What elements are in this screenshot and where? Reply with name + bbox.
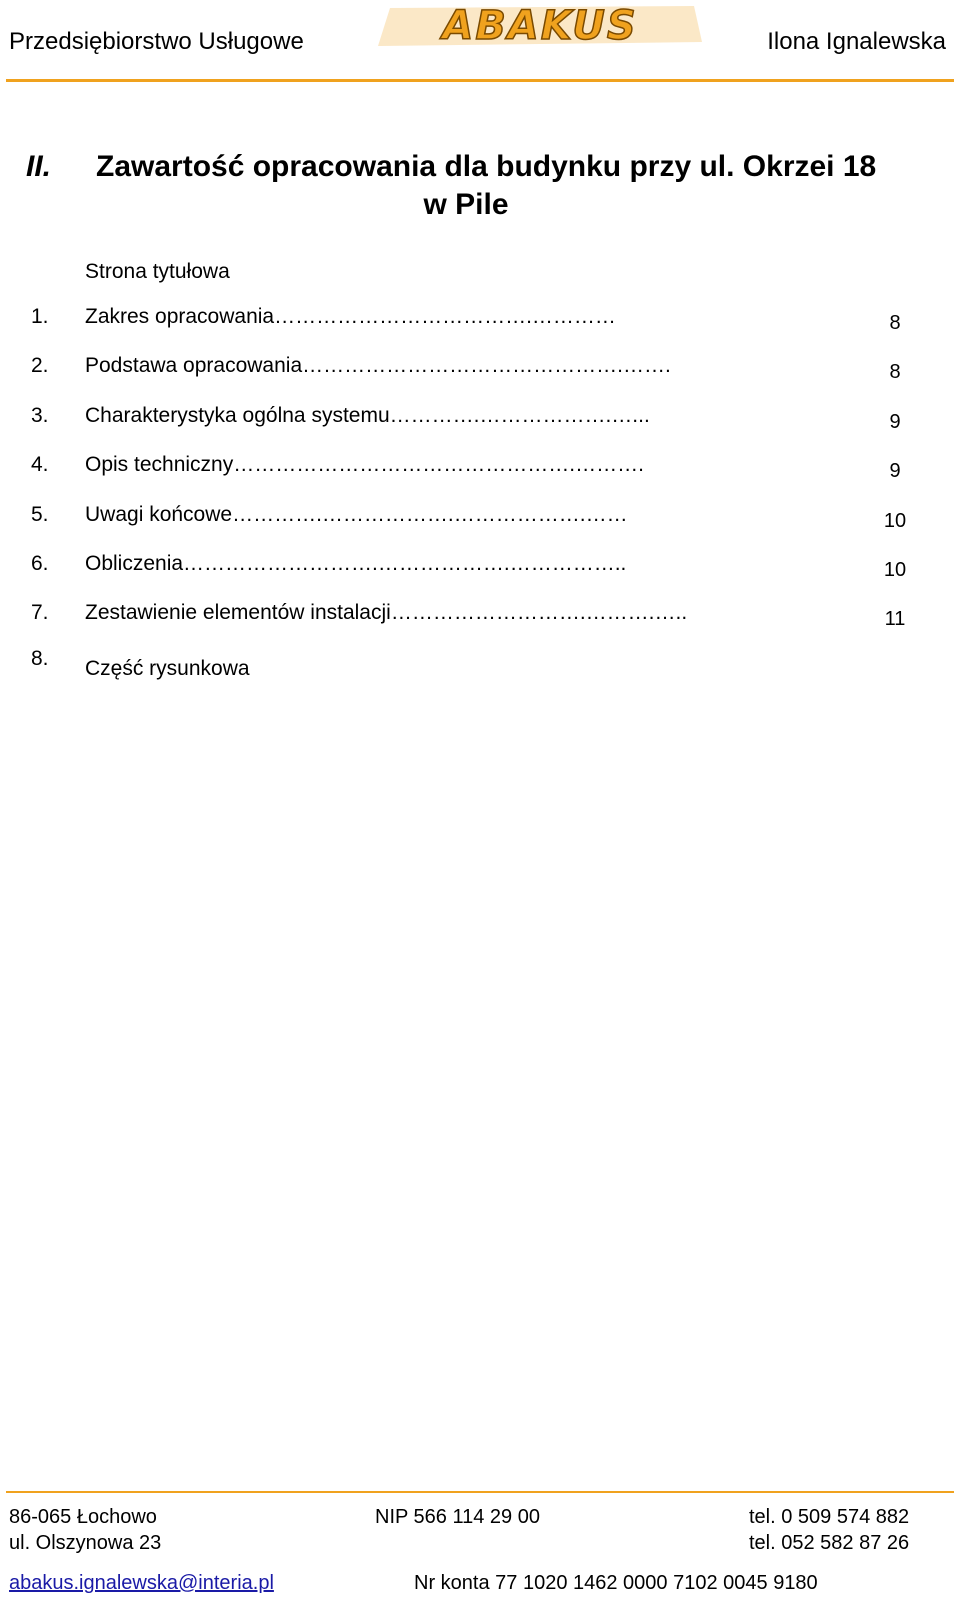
toc-item-page: 11 — [884, 608, 906, 630]
toc-item-page: 9 — [889, 411, 901, 433]
toc-item-number: 7. — [31, 601, 49, 624]
logo-text: ABAKUS — [442, 3, 638, 48]
abakus-logo — [372, 2, 708, 48]
page-header — [0, 0, 960, 84]
toc-item-label: Opis techniczny………………………………………….………. — [85, 453, 644, 476]
toc-item-page: 8 — [889, 312, 901, 334]
header-divider — [6, 79, 954, 82]
footer-address-line1: 86-065 Łochowo — [9, 1506, 157, 1528]
toc-item-label: Podstawa opracowania……………………………………….……. — [85, 354, 671, 377]
toc-item — [0, 503, 960, 533]
section-title-line1: Zawartość opracowania dla budynku przy ul. Okrzei 18 — [96, 150, 877, 183]
toc-item-number: 8. — [31, 647, 49, 670]
toc-item-number: 1. — [31, 305, 49, 328]
toc-item-label: Obliczenia……………………….……………….…………….. — [85, 552, 627, 575]
toc-item-label: Charakterystyka ogólna systemu………….……………….…... — [85, 404, 650, 427]
toc-item-number: 2. — [31, 354, 49, 377]
toc-item-page: 10 — [883, 559, 907, 581]
toc-item — [0, 453, 960, 483]
footer-divider — [6, 1491, 954, 1493]
toc-item-number: 3. — [31, 404, 49, 427]
toc-item — [0, 305, 960, 335]
toc-item — [0, 647, 960, 681]
toc-title-page: Strona tytułowa — [85, 260, 230, 283]
section-title-line2: w Pile — [423, 188, 509, 221]
toc-item-label: Zakres opracowania……………………………….………… — [85, 305, 616, 328]
toc-item-page: 10 — [883, 510, 907, 532]
toc-item — [0, 404, 960, 434]
toc-item-page: 8 — [889, 361, 901, 383]
company-type: Przedsiębiorstwo Usługowe — [9, 28, 304, 55]
footer-email-link[interactable]: abakus.ignalewska@interia.pl — [9, 1572, 274, 1594]
section-number: II. — [26, 150, 52, 183]
footer-bank-account: Nr konta 77 1020 1462 0000 7102 0045 9180 — [414, 1572, 818, 1594]
toc-item-label: Część rysunkowa — [85, 657, 250, 680]
toc-item — [0, 354, 960, 384]
footer-phone-mobile: tel. 0 509 574 882 — [749, 1506, 910, 1528]
toc-item — [0, 552, 960, 582]
toc-item-number: 5. — [31, 503, 49, 526]
toc-item-label: Zestawienie elementów instalacji……………………….……….….. — [85, 601, 688, 624]
footer-nip: NIP 566 114 29 00 — [375, 1506, 540, 1528]
footer-phone-landline: tel. 052 582 87 26 — [749, 1532, 910, 1554]
toc-item-label: Uwagi końcowe………….……………….……………….…… — [85, 503, 628, 526]
toc-item-number: 6. — [31, 552, 49, 575]
toc-item-page: 9 — [889, 460, 901, 482]
footer-address-line2: ul. Olszynowa 23 — [9, 1532, 162, 1554]
toc-item — [0, 601, 960, 631]
owner-name: Ilona Ignalewska — [767, 28, 946, 55]
toc-item-number: 4. — [31, 453, 49, 476]
